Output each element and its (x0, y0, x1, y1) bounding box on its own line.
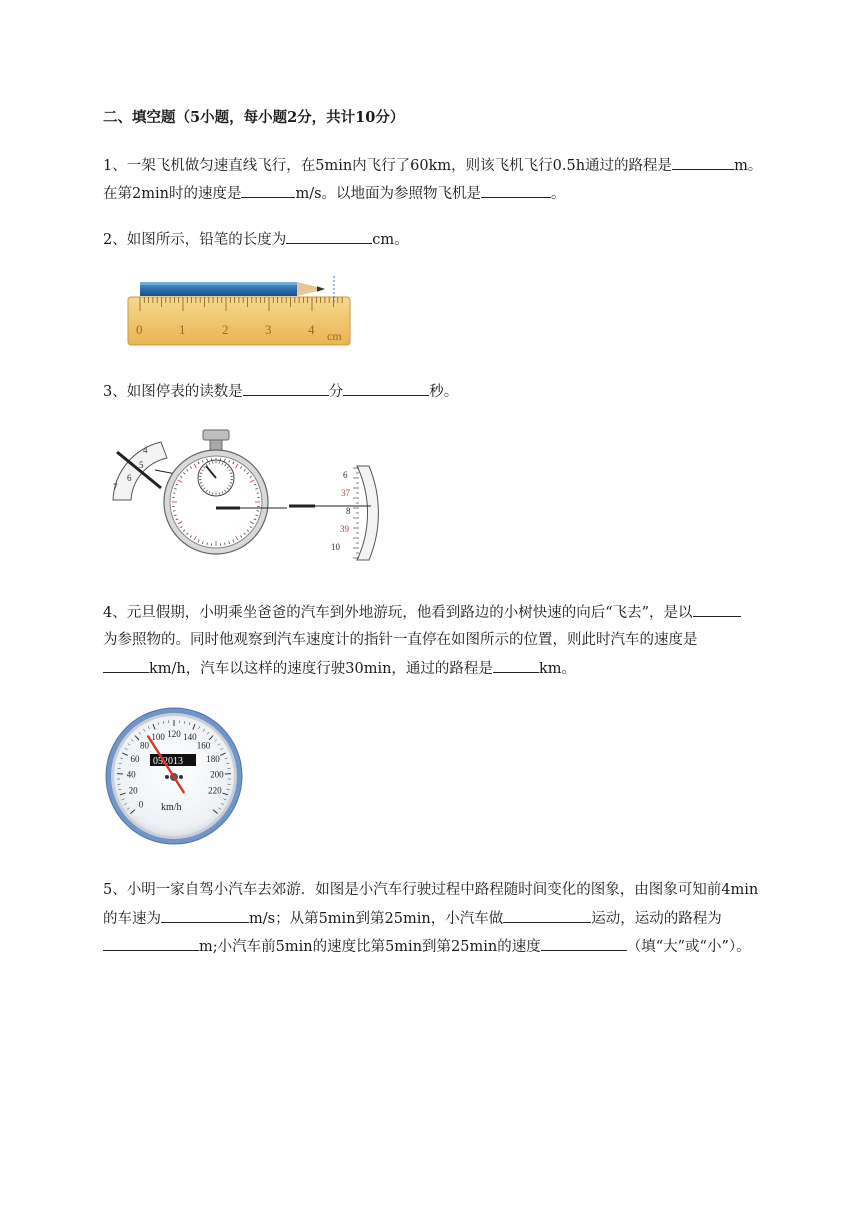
q3-text: 3、如图停表的读数是 (103, 384, 243, 400)
ruler-tick-label: 4 (308, 322, 315, 337)
right-zoom-dial (357, 466, 378, 560)
q4-answer-blank-2[interactable] (103, 658, 149, 673)
q4-text-4: km。 (538, 661, 576, 677)
q5-answer-blank-1[interactable] (161, 908, 249, 923)
speedometer-label: 0 (138, 799, 144, 810)
ruler-pencil-figure (124, 272, 354, 350)
question-4-line-1 (103, 602, 741, 623)
q2-unit: cm。 (372, 232, 409, 248)
question-1-line-1 (103, 155, 762, 176)
left-dial-label-5: 5 (139, 460, 144, 470)
ruler-unit-label: cm (327, 329, 342, 343)
speedometer-label: 200 (210, 769, 224, 780)
question-5-line-2 (103, 908, 722, 929)
ruler-tick-label: 3 (265, 322, 272, 337)
odometer-value: 052013 (153, 756, 183, 767)
q5-text-2c: 运动，运动的路程为 (591, 911, 722, 927)
q2-answer-blank[interactable] (286, 229, 372, 244)
stopwatch-figure (103, 428, 403, 568)
speedometer-figure (104, 706, 244, 846)
speedometer-label: 60 (130, 753, 140, 764)
right-dial-label-10: 10 (331, 542, 340, 552)
q4-text-1: 4、元旦假期，小明乘坐爸爸的汽车到外地游玩，他看到路边的小树快速的向后“飞去”，是以 (103, 605, 693, 621)
speedometer-unit: km/h (161, 802, 182, 813)
q4-text-3: km/h，汽车以这样的速度行驶30min，通过的路程是 (149, 661, 493, 677)
speedometer-label: 180 (206, 753, 220, 764)
speedometer-label: 140 (183, 732, 197, 743)
q1-text: 1、一架飞机做匀速直线飞行，在5min内飞行了60km，则该飞机飞行0.5h通过的路程是 (103, 158, 673, 174)
q5-answer-blank-4[interactable] (541, 936, 627, 951)
speedometer-label: 220 (208, 785, 222, 796)
q3-unit-sec: 秒。 (429, 384, 459, 400)
q1-text-2: 在第2min时的速度是 (103, 186, 242, 202)
question-5-line-1: 5、小明一家自驾小汽车去郊游．如图是小汽车行驶过程中路程随时间变化的图象，由图象可知前4min (103, 882, 759, 898)
q4-answer-blank-1[interactable] (693, 602, 741, 617)
q1-answer-blank-2[interactable] (241, 183, 295, 198)
right-dial-label-8: 8 (346, 506, 351, 516)
ruler-tick-label: 1 (179, 322, 186, 337)
right-dial-label-39: 39 (340, 524, 349, 534)
left-dial-label-7: 7 (113, 482, 118, 492)
question-5-line-3 (103, 936, 751, 957)
q2-text: 2、如图所示，铅笔的长度为 (103, 232, 287, 248)
ruler-tick-label: 2 (222, 322, 229, 337)
q1-answer-blank-1[interactable] (672, 155, 734, 170)
speedometer-label: 80 (139, 740, 149, 751)
q5-text-3a: m;小汽车前5min的速度比第5min到第25min的速度 (199, 939, 541, 955)
q5-text-3b: （填“大”或“小”）。 (626, 939, 751, 955)
q5-answer-blank-2[interactable] (503, 908, 591, 923)
section-title: 二、填空题（5小题，每小题2分，共计10分） (103, 109, 405, 126)
speedometer-label: 100 (151, 732, 165, 743)
question-4-line-3 (103, 658, 576, 679)
ruler-tick-label: 0 (136, 322, 143, 337)
left-dial-label-4: 4 (143, 445, 148, 455)
right-dial-label-37: 37 (341, 488, 350, 498)
stopwatch-crown (203, 430, 229, 440)
q3-unit-min: 分 (328, 384, 344, 400)
q5-text-2a: 的车速为 (103, 911, 161, 927)
q5-text-2b: m/s；从第5min到第25min，小汽车做 (249, 911, 504, 927)
q3-answer-blank-sec[interactable] (343, 381, 429, 396)
question-3 (103, 381, 458, 402)
question-1-line-2 (103, 183, 566, 204)
question-2 (103, 229, 409, 250)
q1-text-3: m/s。以地面为参照物飞机是 (295, 186, 482, 202)
q5-answer-blank-3[interactable] (103, 936, 199, 951)
speedometer-label: 120 (167, 729, 181, 739)
q1-text-end: 。 (551, 186, 566, 202)
speedometer-label: 160 (196, 740, 211, 751)
question-4-line-2: 为参照物的。同时他观察到汽车速度计的指针一直停在如图所示的位置，则此时汽车的速度是 (103, 632, 698, 648)
q3-answer-blank-min[interactable] (243, 381, 329, 396)
right-dial-label-6: 6 (343, 470, 348, 480)
speedometer-label: 20 (128, 785, 138, 796)
q1-answer-blank-3[interactable] (481, 183, 551, 198)
q1-unit-m: m。 (734, 158, 763, 174)
left-dial-label-6: 6 (127, 473, 132, 483)
speedometer-label: 40 (126, 769, 136, 780)
q4-answer-blank-3[interactable] (493, 658, 539, 673)
